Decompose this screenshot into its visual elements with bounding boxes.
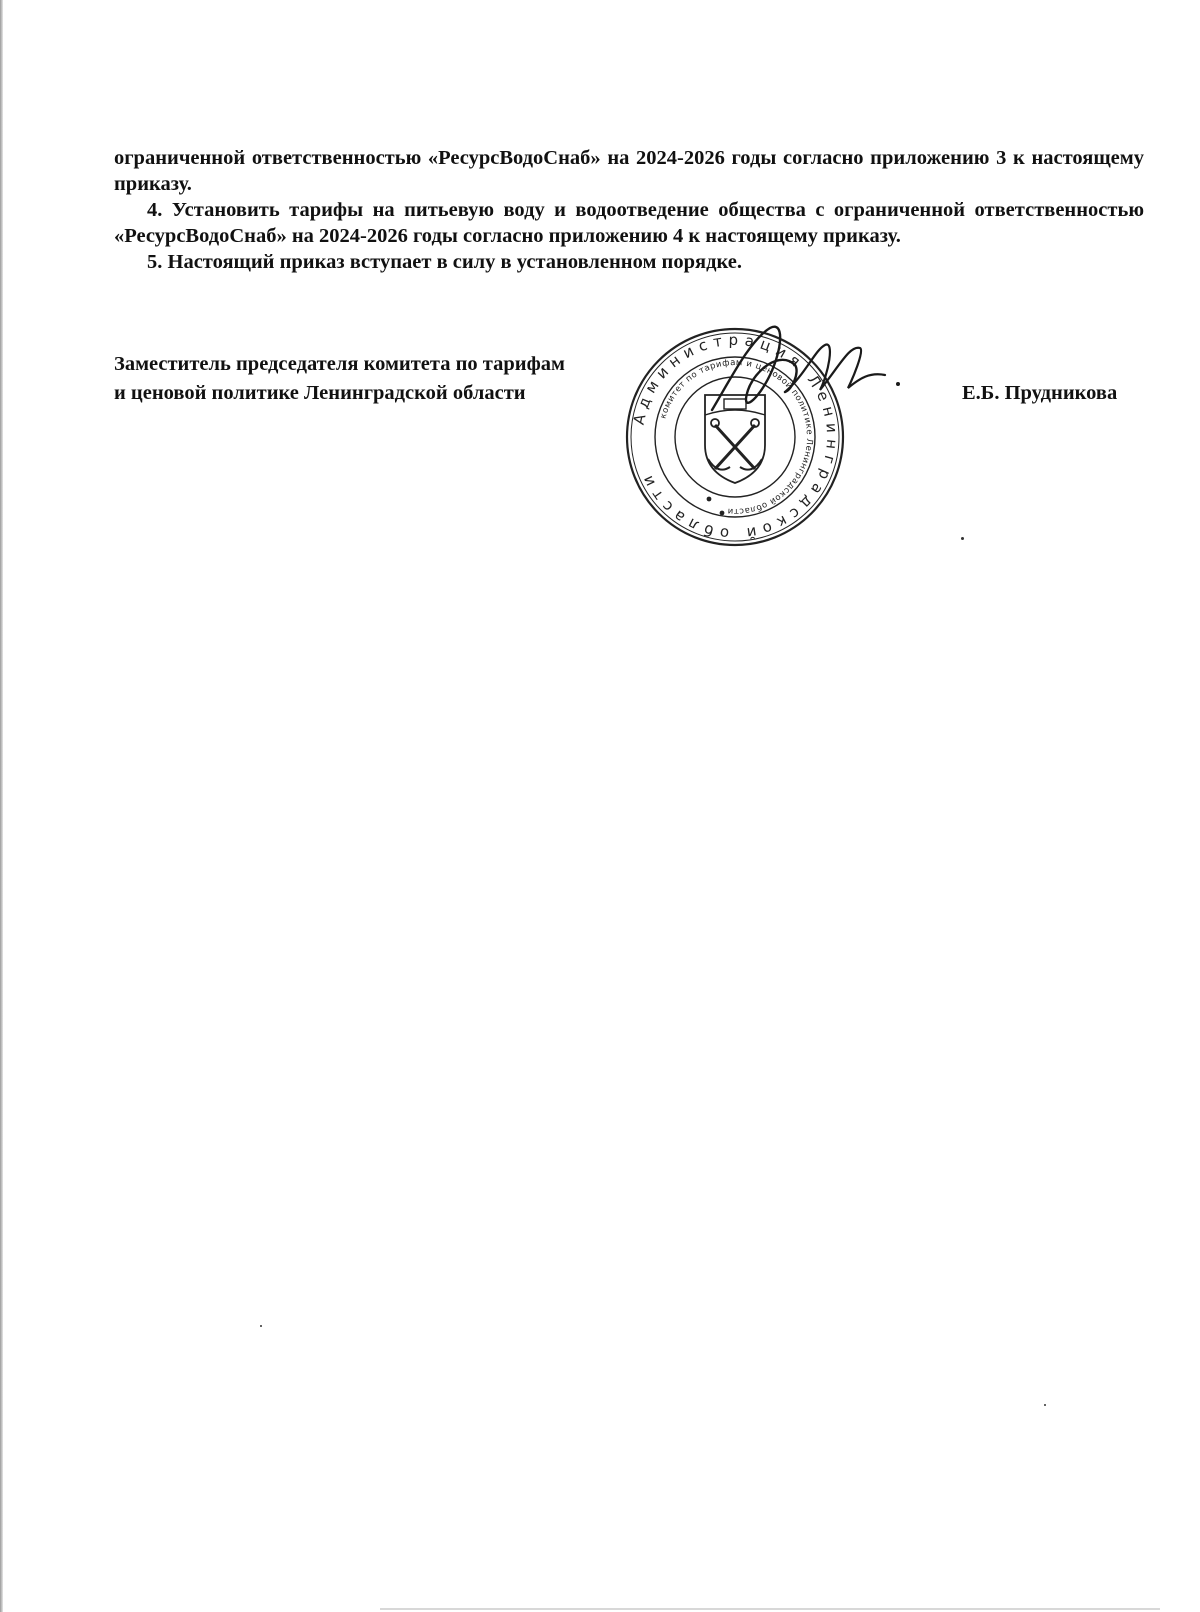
seal-inner-text: комитет по тарифам и ценовой политике Ленинградской области <box>658 357 815 517</box>
seal-outer-text: Администрация Ленинградской области <box>629 330 842 544</box>
scan-speck <box>260 1325 262 1327</box>
signatory-name: Е.Б. Прудникова <box>962 382 1118 404</box>
order-body-text <box>114 145 1144 275</box>
paragraph-4: 4. Установить тарифы на питьевую воду и водоотведение общества с ограниченной ответственностью «РесурсВодоСнаб» на 2024-2026 годы согласно приложению 4 к настоящему приказу. <box>114 199 1144 247</box>
scan-edge-bottom <box>380 1608 1160 1610</box>
signatory-title-line-1: Заместитель председателя комитета по тарифам <box>114 353 565 375</box>
paragraph-5: 5. Настоящий приказ вступает в силу в установленном порядке. <box>147 251 743 273</box>
scan-speck <box>1044 1404 1046 1406</box>
scan-speck <box>961 537 964 540</box>
handwritten-signature <box>700 320 920 430</box>
signatory-title <box>114 350 565 408</box>
paragraph-3-continuation: ограниченной ответственностью «РесурсВодоСнаб» на 2024-2026 годы согласно приложению 3 к настоящему приказу. <box>114 147 1144 195</box>
scan-edge-left <box>0 0 3 1612</box>
signatory-title-line-2: и ценовой политике Ленинградской области <box>114 382 526 404</box>
